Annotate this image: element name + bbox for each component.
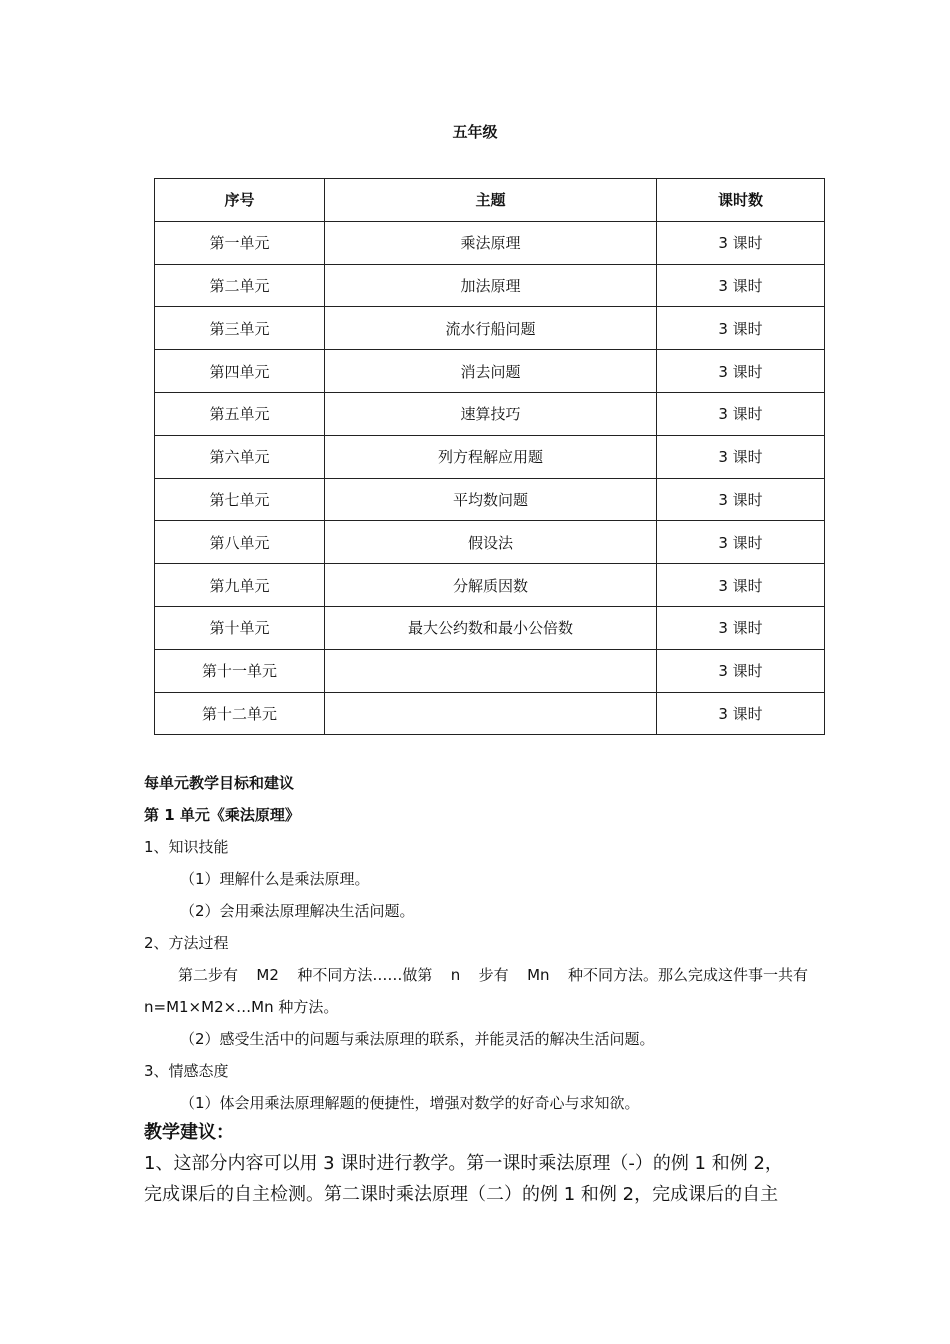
method-word: 种不同方法……做第 [297,966,433,984]
table-row [155,478,825,521]
unit-cell: 第七单元 [155,478,325,521]
unit-cell: 第十单元 [155,606,325,649]
unit-cell: 第九单元 [155,564,325,607]
method-line-1 [178,965,808,985]
hours-cell: 3 课时 [657,521,825,564]
unit-cell: 第三单元 [155,307,325,350]
hours-cell: 3 课时 [657,307,825,350]
table-row [155,435,825,478]
unit-cell: 第八单元 [155,521,325,564]
method-word: 第二步有 [178,966,239,984]
topic-cell: 流水行船问题 [325,307,657,350]
table-row [155,606,825,649]
header-topic: 主题 [325,179,657,222]
hours-cell: 3 课时 [657,564,825,607]
method-line-2: n=M1×M2×…Mn 种方法。 [144,998,339,1016]
hours-cell: 3 课时 [657,350,825,393]
topic-cell: 最大公约数和最小公倍数 [325,606,657,649]
hours-cell: 3 课时 [657,221,825,264]
advice-line-2: 完成课后的自主检测。第二课时乘法原理（二）的例 1 和例 2，完成课后的自主 [144,1184,779,1205]
method-word: Mn [527,966,550,984]
unit-cell: 第一单元 [155,221,325,264]
topic-cell: 列方程解应用题 [325,435,657,478]
knowledge-item-1: （1）理解什么是乘法原理。 [180,870,370,888]
hours-cell: 3 课时 [657,264,825,307]
table-row [155,521,825,564]
hours-cell: 3 课时 [657,649,825,692]
topic-cell [325,692,657,735]
topic-cell: 加法原理 [325,264,657,307]
topic-cell: 乘法原理 [325,221,657,264]
unit-cell: 第五单元 [155,392,325,435]
topic-cell: 消去问题 [325,350,657,393]
section-heading: 每单元教学目标和建议 [144,774,295,792]
method-process-title: 2、方法过程 [144,934,229,952]
header-unit: 序号 [155,179,325,222]
unit1-heading: 第 1 单元《乘法原理》 [144,806,300,824]
topic-cell [325,649,657,692]
method-word: n [450,966,461,984]
curriculum-table [154,178,825,735]
page-title: 五年级 [452,123,498,141]
table-row [155,392,825,435]
topic-cell: 假设法 [325,521,657,564]
header-hours: 课时数 [657,179,825,222]
hours-cell: 3 课时 [657,478,825,521]
table-header-row [155,179,825,222]
attitude-item-1: （1）体会用乘法原理解题的便捷性，增强对数学的好奇心与求知欲。 [180,1094,640,1112]
unit-cell: 第十二单元 [155,692,325,735]
knowledge-skills-title: 1、知识技能 [144,838,229,856]
hours-cell: 3 课时 [657,606,825,649]
advice-line-1: 1、这部分内容可以用 3 课时进行教学。第一课时乘法原理（-）的例 1 和例 2， [144,1153,783,1174]
method-word: M2 [256,966,279,984]
attitude-title: 3、情感态度 [144,1062,229,1080]
topic-cell: 速算技巧 [325,392,657,435]
advice-heading: 教学建议： [144,1122,234,1143]
hours-cell: 3 课时 [657,392,825,435]
topic-cell: 分解质因数 [325,564,657,607]
method-word: 步有 [478,966,509,984]
unit-cell: 第四单元 [155,350,325,393]
table-row [155,307,825,350]
table-row [155,350,825,393]
method-word: 种不同方法。那么完成这件事一共有 [567,966,808,984]
topic-cell: 平均数问题 [325,478,657,521]
table-row [155,264,825,307]
method-item-2: （2）感受生活中的问题与乘法原理的联系，并能灵活的解决生活问题。 [180,1030,655,1048]
table-row [155,564,825,607]
unit-cell: 第六单元 [155,435,325,478]
knowledge-item-2: （2）会用乘法原理解决生活问题。 [180,902,415,920]
table-row [155,692,825,735]
table-row [155,649,825,692]
table-row [155,221,825,264]
unit-cell: 第十一单元 [155,649,325,692]
hours-cell: 3 课时 [657,692,825,735]
unit-cell: 第二单元 [155,264,325,307]
hours-cell: 3 课时 [657,435,825,478]
